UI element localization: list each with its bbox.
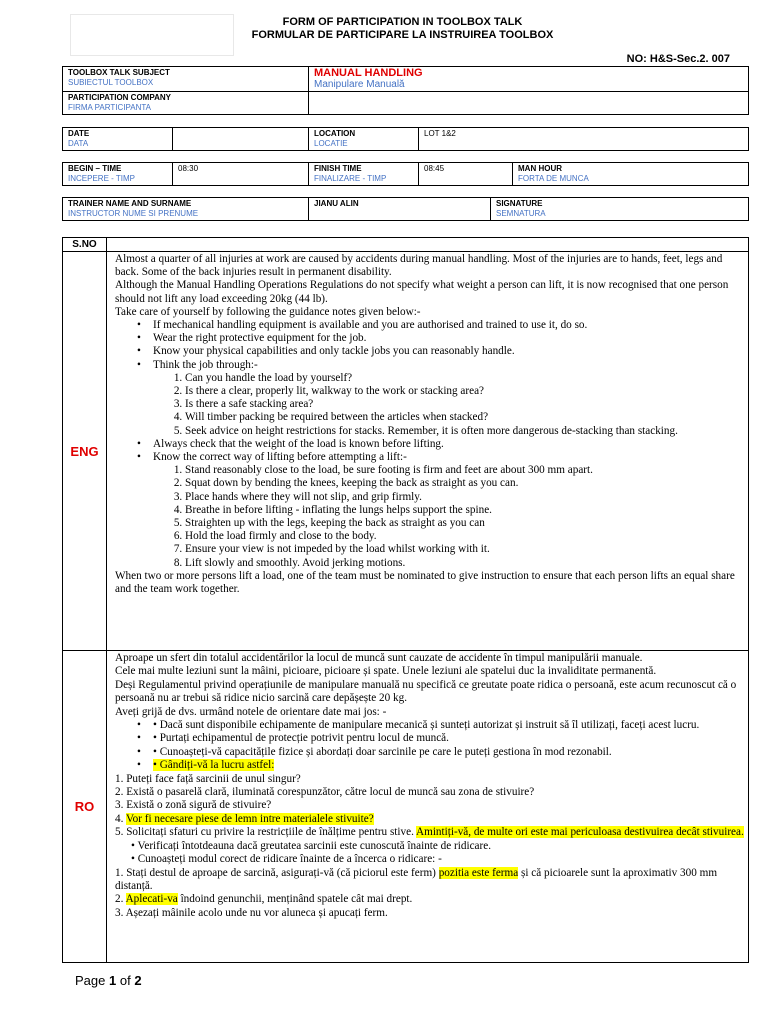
page-footer (75, 973, 142, 988)
date-value-cell[interactable] (173, 128, 309, 151)
ro-line (115, 826, 744, 839)
ro-bullet-list (115, 719, 744, 773)
ro-prefix: 5. Solicitați sfaturi cu privire la restricțiile de înălțime pentru stive. (115, 826, 417, 839)
subject-label-cell (63, 67, 309, 92)
eng-bullet-list (115, 319, 744, 372)
ro-suffix: și că picioarele sunt la aproximativ 300 mm distanță. (115, 866, 718, 892)
begin-value: 08:30 (178, 164, 199, 173)
eng-bullet: • Wear the right protective equipment for the job. (153, 332, 744, 345)
ro-line: Cele mai multe leziuni sunt la mâini, picioare, picioare și spate. Unele leziuni ale spatelui duc la invaliditate permanentă. (115, 665, 657, 678)
ro-line (115, 867, 744, 894)
eng-bullet: • Know your physical capabilities and only tackle jobs you can reasonably handle. (153, 345, 744, 358)
ro-bullet (153, 759, 744, 772)
subject-value-ro: Manipulare Manuală (314, 79, 405, 90)
subject-value: MANUAL HANDLING (314, 67, 423, 79)
lift-item: 4. Breathe in before lifting - inflating the lungs helps support the spine. (185, 504, 744, 517)
ro-bullet: • • Purtați echipamentul de protecție potrivit pentru locul de muncă. (153, 732, 744, 745)
trainer-table (62, 197, 749, 221)
eng-paragraph: Take care of yourself by following the guidance notes given below:- (115, 305, 421, 318)
eng-bullet: • If mechanical handling equipment is available and you are authorised and trained to use it, do so. (153, 319, 744, 332)
trainer-value-cell[interactable] (309, 198, 491, 221)
manhour-label-ro: FORTA DE MUNCA (518, 174, 589, 183)
think-item: 1. Can you handle the load by yourself? (185, 372, 744, 385)
think-item: 5. Seek advice on height restrictions for stacks. Remember, it is often more dangerous de-stacking than stacking. (185, 425, 744, 438)
ro-bullet: • • Dacă sunt disponibile echipamente de manipulare mecanică și sunteți autorizat și instruit să îl utilizați, faceți acest lucru. (153, 719, 744, 732)
time-table (62, 162, 749, 186)
eng-bullet: • Know the correct way of lifting before attempting a lift:- (153, 451, 744, 464)
signature-cell[interactable] (491, 198, 749, 221)
eng-paragraph: Almost a quarter of all injuries at work are caused by accidents during manual handling. Most of the injuries are to hands, feet, legs and back. Some of the back injuries result in permanent disability. (115, 253, 723, 279)
eng-content (107, 252, 749, 651)
ro-line (115, 813, 744, 826)
finish-value: 08:45 (424, 164, 445, 173)
subject-value-cell[interactable] (309, 67, 749, 92)
manhour-cell[interactable] (513, 163, 749, 186)
signature-label: SIGNATURE (496, 199, 543, 208)
company-logo-placeholder (70, 14, 234, 56)
ro-content (107, 651, 749, 963)
eng-label: ENG (63, 252, 107, 651)
company-label: PARTICIPATION COMPANY (68, 93, 171, 102)
ro-prefix: 4. (115, 812, 126, 825)
lift-item: 1. Stand reasonably close to the load, be sure footing is firm and feet are about 300 mm apart. (185, 464, 744, 477)
manhour-label: MAN HOUR (518, 164, 562, 173)
company-value-cell[interactable] (309, 92, 749, 115)
begin-label: BEGIN – TIME (68, 164, 122, 173)
form-title-ro: FORMULAR DE PARTICIPARE LA INSTRUIREA TOOLBOX (251, 29, 554, 41)
ro-suffix: îndoind genunchii, menținând spatele cât mai drept. (177, 893, 413, 906)
ro-line: 2. Există o pasarelă clară, iluminată corespunzător, către locul de muncă sau zona de stivuire? (115, 786, 535, 799)
lift-item: 5. Straighten up with the legs, keeping the back as straight as you can (185, 517, 744, 530)
eng-bullet (153, 359, 744, 372)
finish-label-cell (309, 163, 419, 186)
eng-bullet-list (115, 438, 744, 464)
ro-highlight: Amintiți-vă, de multe ori este mai periculoasa destivuirea decât stivuirea. (416, 826, 744, 839)
form-title (240, 16, 565, 42)
ro-highlight: Aplecati-va (125, 893, 178, 906)
trainer-value: JIANU ALIN (314, 199, 359, 208)
subject-label-ro: SUBIECTUL TOOLBOX (68, 78, 154, 87)
think-item: 3. Is there a safe stacking area? (185, 398, 744, 411)
location-value: LOT 1&2 (424, 129, 456, 138)
ro-line: • Verificați întotdeauna dacă greutatea sarcinii este cunoscută înainte de ridicare. (131, 839, 491, 852)
eng-think-list (115, 372, 744, 438)
begin-value-cell[interactable] (173, 163, 309, 186)
ro-line: 3. Așezați mâinile acolo unde nu vor aluneca și apucați ferm. (115, 906, 388, 919)
page-number: 1 (109, 973, 117, 988)
ro-line: • Cunoașteți modul corect de ridicare înainte de a încerca o ridicare: - (131, 853, 442, 866)
ro-bullet-highlight: • Gândiți-vă la lucru astfel: (153, 759, 275, 772)
lift-item: 3. Place hands where they will not slip, and grip firmly. (185, 491, 744, 504)
ro-line: Aveți grijă de dvs. urmând notele de orientare date mai jos: - (115, 705, 387, 718)
document-number: NO: H&S-Sec.2. 007 (626, 53, 730, 65)
content-table (62, 237, 749, 963)
page-total: 2 (134, 973, 142, 988)
trainer-label-ro: INSTRUCTOR NUME SI PRENUME (68, 209, 199, 218)
content-header (107, 238, 749, 252)
subject-table (62, 66, 749, 115)
begin-label-cell (63, 163, 173, 186)
ro-line (115, 893, 744, 906)
company-label-ro: FIRMA PARTICIPANTA (68, 103, 151, 112)
subject-label: TOOLBOX TALK SUBJECT (68, 68, 170, 77)
ro-prefix: 1. Stați destul de aproape de sarcină, asigurați-vă (că piciorul este ferm) (115, 866, 439, 879)
ro-highlight: Vor fi necesare piese de lemn intre materialele stivuite? (126, 812, 374, 825)
finish-label: FINISH TIME (314, 164, 362, 173)
location-value-cell[interactable] (419, 128, 749, 151)
location-label-cell (309, 128, 419, 151)
date-label: DATE (68, 129, 90, 138)
lift-item: 6. Hold the load firmly and close to the body. (185, 530, 744, 543)
date-label-cell (63, 128, 173, 151)
form-title-en: FORM OF PARTICIPATION IN TOOLBOX TALK (282, 16, 523, 28)
ro-prefix: 2. (115, 893, 126, 906)
think-item: 2. Is there a clear, properly lit, walkway to the work or stacking area? (185, 385, 744, 398)
eng-paragraph: Although the Manual Handling Operations Regulations do not specify what weight a person can lift, it is now recognised that one person should not lift any load exceeding 20kg (44 lb). (115, 279, 729, 305)
ro-label: RO (63, 651, 107, 963)
eng-lift-list (115, 464, 744, 570)
of-word: of (119, 973, 131, 988)
location-label-ro: LOCATIE (314, 139, 348, 148)
finish-label-ro: FINALIZARE - TIMP (314, 174, 387, 183)
lift-item: 7. Ensure your view is not impeded by the load whilst working with it. (185, 543, 744, 556)
ro-line: Deși Regulamentul privind operațiunile de manipulare manuală nu specifică ce greutate poate ridica o persoană, este acum recunoscut că o persoană nu ar trebui să ridice nicio sarcină care depășește 20 kg. (115, 678, 737, 705)
ro-line: 3. Există o zonă sigură de stivuire? (115, 799, 272, 812)
think-item: 4. Will timber packing be required between the articles when stacked? (185, 411, 744, 424)
trainer-label: TRAINER NAME AND SURNAME (68, 199, 192, 208)
ro-line: Aproape un sfert din totalul accidentărilor la locul de muncă sunt cauzate de accidente în timpul manipulării manuale. (115, 652, 643, 664)
eng-bullet: • Always check that the weight of the load is known before lifting. (153, 438, 744, 451)
signature-label-ro: SEMNATURA (496, 209, 546, 218)
ro-line: 1. Puteți face față sarcinii de unul singur? (115, 772, 301, 785)
date-label-ro: DATA (68, 139, 89, 148)
date-location-table (62, 127, 749, 151)
company-label-cell (63, 92, 309, 115)
eng-paragraph: When two or more persons lift a load, one of the team must be nominated to give instruction to ensure that each person lifts an equal share and the team work together. (115, 569, 735, 596)
sno-header: S.NO (63, 238, 107, 252)
finish-value-cell[interactable] (419, 163, 513, 186)
eng-bullet-text: Think the job through:- (153, 358, 258, 371)
begin-label-ro: INCEPERE - TIMP (68, 174, 135, 183)
page-word: Page (75, 973, 106, 988)
ro-bullet: • • Cunoașteți-vă capacitățile fizice și abordați doar sarcinile pe care le puteți gestiona în mod rezonabil. (153, 746, 744, 759)
lift-item: 2. Squat down by bending the knees, keeping the back as straight as you can. (185, 477, 744, 490)
lift-item: 8. Lift slowly and smoothly. Avoid jerking motions. (185, 557, 744, 570)
trainer-label-cell (63, 198, 309, 221)
location-label: LOCATION (314, 129, 356, 138)
ro-highlight: pozitia este ferma (438, 866, 519, 879)
